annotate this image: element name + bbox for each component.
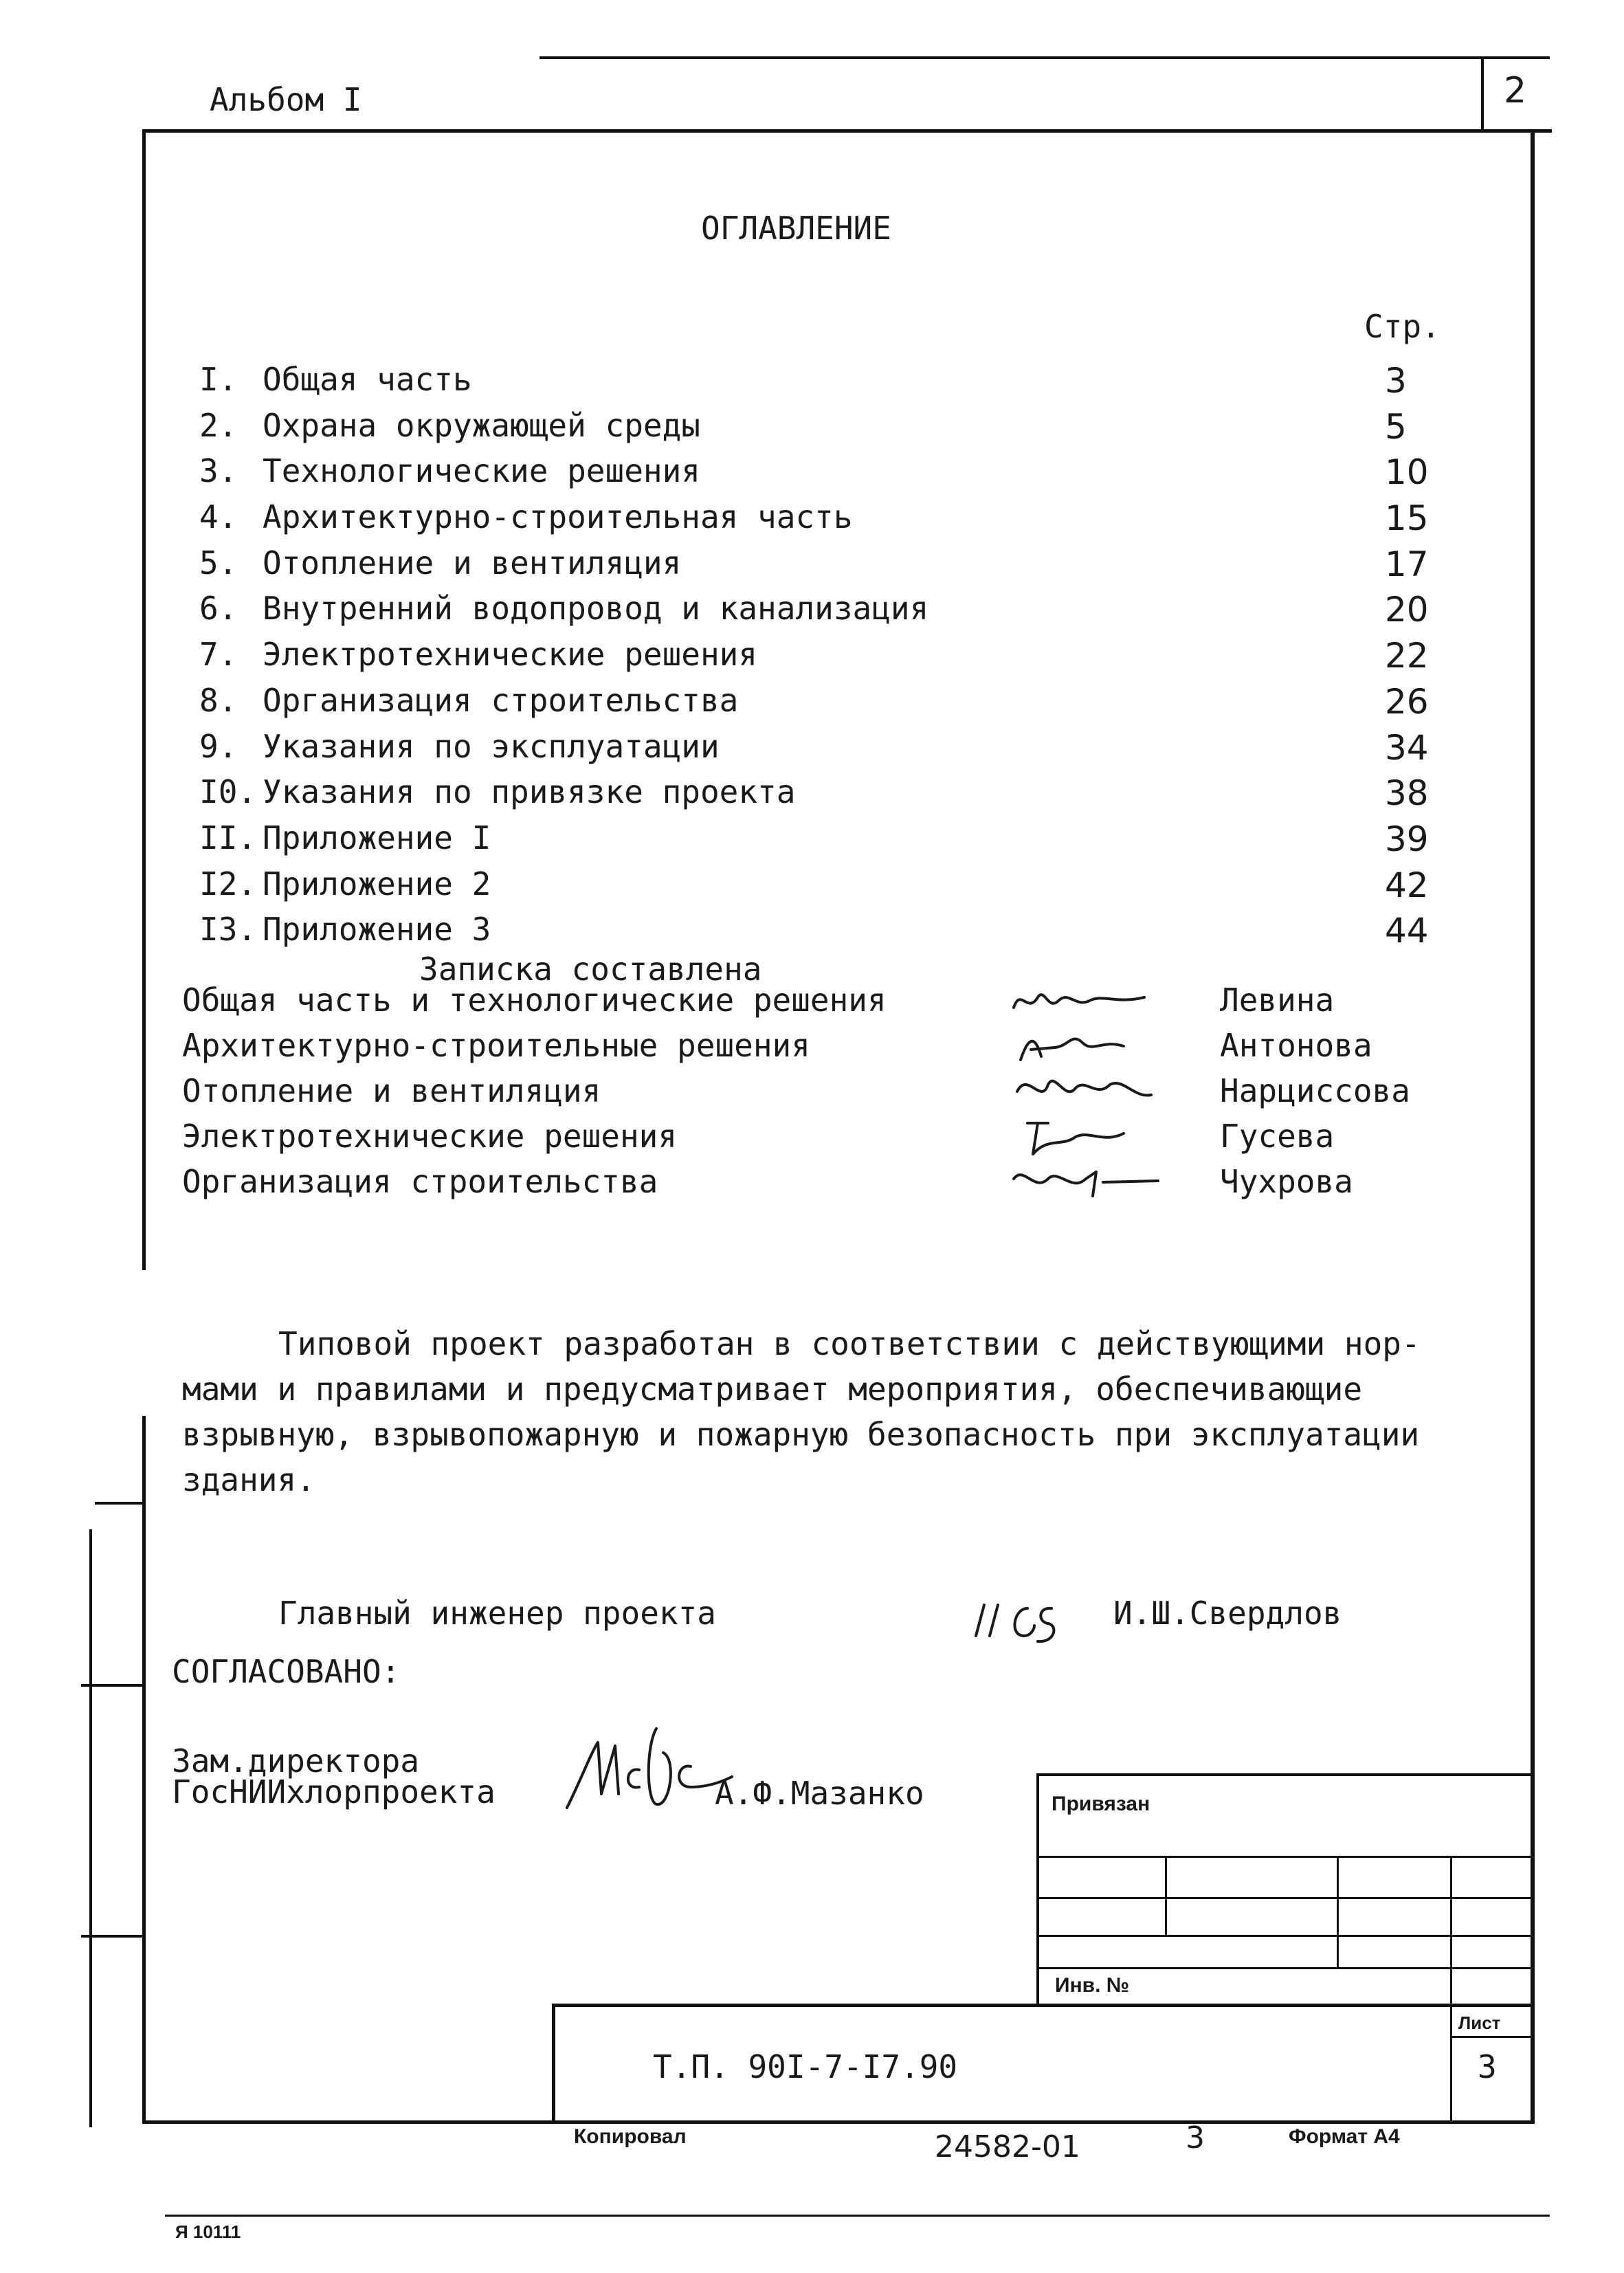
author-name: Гусева xyxy=(1220,1118,1335,1155)
statement-line-4: здания. xyxy=(182,1461,315,1498)
toc-item-page: 15 xyxy=(1385,498,1429,539)
toc-item-page: 34 xyxy=(1385,727,1429,768)
print-mark: Я 10111 xyxy=(175,2221,241,2242)
toc-item-title: Электротехнические решения xyxy=(263,636,758,674)
author-name: Чухрова xyxy=(1220,1163,1353,1200)
title-block-row-4 xyxy=(1038,1967,1533,1969)
toc-item-title: Архитектурно-строительная часть xyxy=(263,498,853,536)
author-signature xyxy=(1007,973,1172,1021)
author-signature xyxy=(1007,1155,1172,1203)
title-block-row-2 xyxy=(1038,1897,1533,1899)
toc-item-title: Приложение 3 xyxy=(263,911,491,949)
authors-heading: Записка составлена xyxy=(419,951,762,988)
sheet-number: 3 xyxy=(1478,2048,1497,2085)
title-block-top xyxy=(1038,1773,1533,1776)
title-block-row-3 xyxy=(1038,1935,1533,1937)
top-rule xyxy=(540,56,1550,59)
statement-line-3: взрывную, взрывопожарную и пожарную безопасность при эксплуатации xyxy=(182,1416,1420,1453)
title-block-col-1 xyxy=(1165,1856,1167,1935)
toc-item-title: Указания по эксплуатации xyxy=(263,727,720,765)
chief-engineer-signature xyxy=(969,1588,1065,1650)
toc-item-page: 39 xyxy=(1385,819,1429,859)
binding-tick-3 xyxy=(81,1935,144,1938)
toc-item-number: 2. xyxy=(199,406,238,444)
page-bottom-rule xyxy=(165,2215,1550,2217)
copied-label: Копировал xyxy=(574,2125,687,2148)
toc-item xyxy=(199,361,1505,407)
author-row xyxy=(182,1027,1488,1072)
author-name: Антонова xyxy=(1220,1027,1372,1064)
author-row xyxy=(182,982,1488,1027)
toc-item-title: Отопление и вентиляция xyxy=(263,544,682,581)
toc-item-number: I. xyxy=(199,361,238,398)
frame-bottom xyxy=(142,2120,1535,2124)
toc-item-title: Внутренний водопровод и канализация xyxy=(263,590,929,628)
toc-item-page: 26 xyxy=(1385,681,1429,722)
archive-number: 24582-01 xyxy=(935,2129,1080,2164)
approval-label: СОГЛАСОВАНО: xyxy=(172,1653,401,1690)
toc-item-number: 7. xyxy=(199,636,238,674)
bound-label: Привязан xyxy=(1052,1793,1150,1815)
toc-item-page: 44 xyxy=(1385,911,1429,951)
toc-item-page: 20 xyxy=(1385,590,1429,630)
author-row xyxy=(182,1118,1488,1163)
toc-item-page: 10 xyxy=(1385,452,1429,493)
title-block-row-1 xyxy=(1038,1856,1533,1858)
toc-item-number: 5. xyxy=(199,544,238,581)
author-signature xyxy=(1007,1019,1172,1067)
toc-item-title: Указания по привязке проекта xyxy=(263,773,796,811)
statement-line-2: мами и правилами и предусматривает мероприятия, обеспечивающие xyxy=(182,1371,1363,1408)
sheet-mark: 3 xyxy=(1186,2120,1205,2155)
page-number-box-left xyxy=(1481,56,1484,132)
sheet-label-rule xyxy=(1450,2036,1533,2038)
toc-item-title: Приложение I xyxy=(263,819,491,856)
toc-item-title: Охрана окружающей среды xyxy=(263,406,700,444)
toc-item xyxy=(199,407,1505,453)
toc-item-title: Приложение 2 xyxy=(263,865,491,902)
toc-item xyxy=(199,911,1505,957)
toc-item xyxy=(199,544,1505,590)
toc-item-page: 38 xyxy=(1385,773,1429,814)
approval-name: А.Ф.Мазанко xyxy=(715,1775,924,1812)
main-stamp-top xyxy=(553,2004,1533,2007)
author-signature xyxy=(1007,1064,1172,1112)
toc-item-number: I2. xyxy=(199,865,257,902)
toc-item-number: II. xyxy=(199,819,257,856)
toc-item-page: 17 xyxy=(1385,544,1429,584)
toc-item-number: 4. xyxy=(199,498,238,536)
toc-item-page: 3 xyxy=(1385,361,1407,401)
frame-left-upper xyxy=(142,129,146,1270)
page-number: 2 xyxy=(1504,70,1527,111)
inv-label: Инв. № xyxy=(1055,1974,1130,1997)
toc-item-number: 8. xyxy=(199,681,238,719)
sheet-label: Лист xyxy=(1458,2013,1501,2033)
toc-item-number: 9. xyxy=(199,727,238,765)
toc-title: ОГЛАВЛЕНИЕ xyxy=(701,210,891,247)
author-signature xyxy=(1007,1109,1172,1157)
main-stamp-left xyxy=(552,2004,555,2124)
toc-item-number: I3. xyxy=(199,911,257,949)
document-code: Т.П. 90I-7-I7.90 xyxy=(653,2048,958,2085)
statement-line-1: Типовой проект разработан в соответствии с действующими нор- xyxy=(278,1325,1421,1362)
toc-item xyxy=(199,773,1505,819)
author-name: Нарциссова xyxy=(1220,1072,1410,1109)
toc-item xyxy=(199,636,1505,682)
author-section: Отопление и вентиляция xyxy=(182,1072,601,1109)
author-name: Левина xyxy=(1220,982,1335,1019)
album-label: Альбом I xyxy=(210,81,362,118)
author-section: Организация строительства xyxy=(182,1163,658,1200)
toc-item xyxy=(199,590,1505,636)
toc-item xyxy=(199,682,1505,728)
toc-page-column-label: Стр. xyxy=(1364,308,1441,345)
author-section: Общая часть и технологические решения xyxy=(182,982,887,1019)
toc-item xyxy=(199,498,1505,544)
toc-item-title: Общая часть xyxy=(263,361,472,398)
chief-engineer-role: Главный инженер проекта xyxy=(278,1595,716,1632)
format-label: Формат А4 xyxy=(1289,2125,1400,2148)
toc-item-page: 5 xyxy=(1385,406,1407,447)
toc-item-title: Организация строительства xyxy=(263,681,739,719)
binding-tick-1 xyxy=(95,1502,144,1505)
toc-item-number: I0. xyxy=(199,773,257,811)
approval-signature xyxy=(560,1718,739,1815)
title-block-col-3 xyxy=(1450,1856,1452,2120)
toc-item-page: 22 xyxy=(1385,636,1429,676)
toc-item-title: Технологические решения xyxy=(263,452,700,490)
toc-item xyxy=(199,819,1505,865)
toc-list xyxy=(199,361,1505,957)
toc-item xyxy=(199,865,1505,911)
title-block-col-2 xyxy=(1337,1856,1339,1969)
frame-left-lower xyxy=(142,1416,146,2124)
author-row xyxy=(182,1163,1488,1208)
toc-item xyxy=(199,452,1505,498)
frame-right xyxy=(1531,129,1535,2122)
approval-role-line1: Зам.директора xyxy=(172,1742,420,1779)
toc-item-number: 3. xyxy=(199,452,238,490)
title-block-left xyxy=(1036,1773,1039,2007)
approval-role-line2: ГосНИИхлорпроекта xyxy=(172,1773,496,1810)
toc-item-number: 6. xyxy=(199,590,238,628)
binding-tick-2 xyxy=(81,1684,144,1687)
header-rule xyxy=(144,129,1552,133)
author-section: Электротехнические решения xyxy=(182,1118,678,1155)
binding-margin-line xyxy=(89,1529,92,2127)
toc-item xyxy=(199,728,1505,774)
author-section: Архитектурно-строительные решения xyxy=(182,1027,810,1064)
toc-item-page: 42 xyxy=(1385,865,1429,905)
chief-engineer-name: И.Ш.Свердлов xyxy=(1113,1595,1342,1632)
author-row xyxy=(182,1072,1488,1118)
